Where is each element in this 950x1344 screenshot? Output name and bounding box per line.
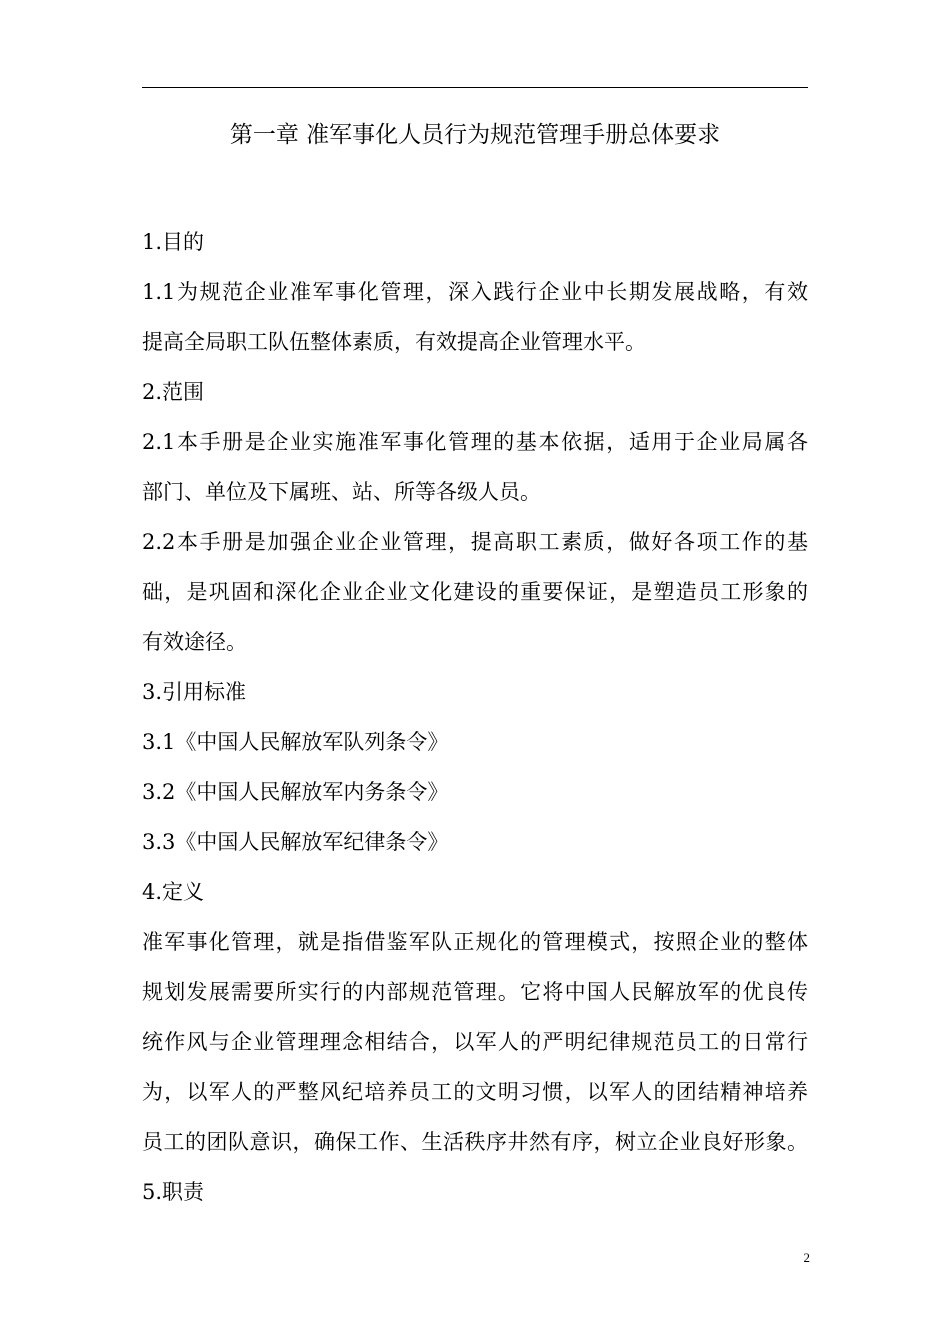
body-line: 3.引用标准 xyxy=(142,680,247,704)
body-line: 2.范围 xyxy=(142,380,205,404)
body-line: 2.2本手册是加强企业企业管理，提高职工素质，做好各项工作的基 xyxy=(142,530,808,554)
body-line: 3.1《中国人民解放军队列条令》 xyxy=(142,730,449,754)
header-rule xyxy=(142,87,808,88)
body-line: 统作风与企业管理理念相结合，以军人的严明纪律规范员工的日常行 xyxy=(142,1030,808,1054)
body-line: 5.职责 xyxy=(142,1180,205,1204)
body-line: 4.定义 xyxy=(142,880,205,904)
body-line: 部门、单位及下属班、站、所等各级人员。 xyxy=(142,480,541,504)
body-line: 1.1为规范企业准军事化管理，深入践行企业中长期发展战略，有效 xyxy=(142,280,808,304)
page-number: 2 xyxy=(803,1250,810,1265)
body-line: 1.目的 xyxy=(142,230,205,254)
body-line: 础，是巩固和深化企业企业文化建设的重要保证，是塑造员工形象的 xyxy=(142,580,808,604)
body-line: 有效途径。 xyxy=(142,630,247,654)
body-line: 为，以军人的严整风纪培养员工的文明习惯，以军人的团结精神培养 xyxy=(142,1080,808,1104)
body-line: 提高全局职工队伍整体素质，有效提高企业管理水平。 xyxy=(142,330,646,354)
chapter-title: 第一章 准军事化人员行为规范管理手册总体要求 xyxy=(229,122,721,148)
body-line: 3.3《中国人民解放军纪律条令》 xyxy=(142,830,449,854)
document-body xyxy=(142,217,808,1217)
body-line: 员工的团队意识，确保工作、生活秩序井然有序，树立企业良好形象。 xyxy=(142,1130,808,1154)
body-line: 准军事化管理，就是指借鉴军队正规化的管理模式，按照企业的整体 xyxy=(142,930,808,954)
body-line: 2.1本手册是企业实施准军事化管理的基本依据，适用于企业局属各 xyxy=(142,430,808,454)
body-line: 规划发展需要所实行的内部规范管理。它将中国人民解放军的优良传 xyxy=(142,980,808,1004)
body-line: 3.2《中国人民解放军内务条令》 xyxy=(142,780,449,804)
